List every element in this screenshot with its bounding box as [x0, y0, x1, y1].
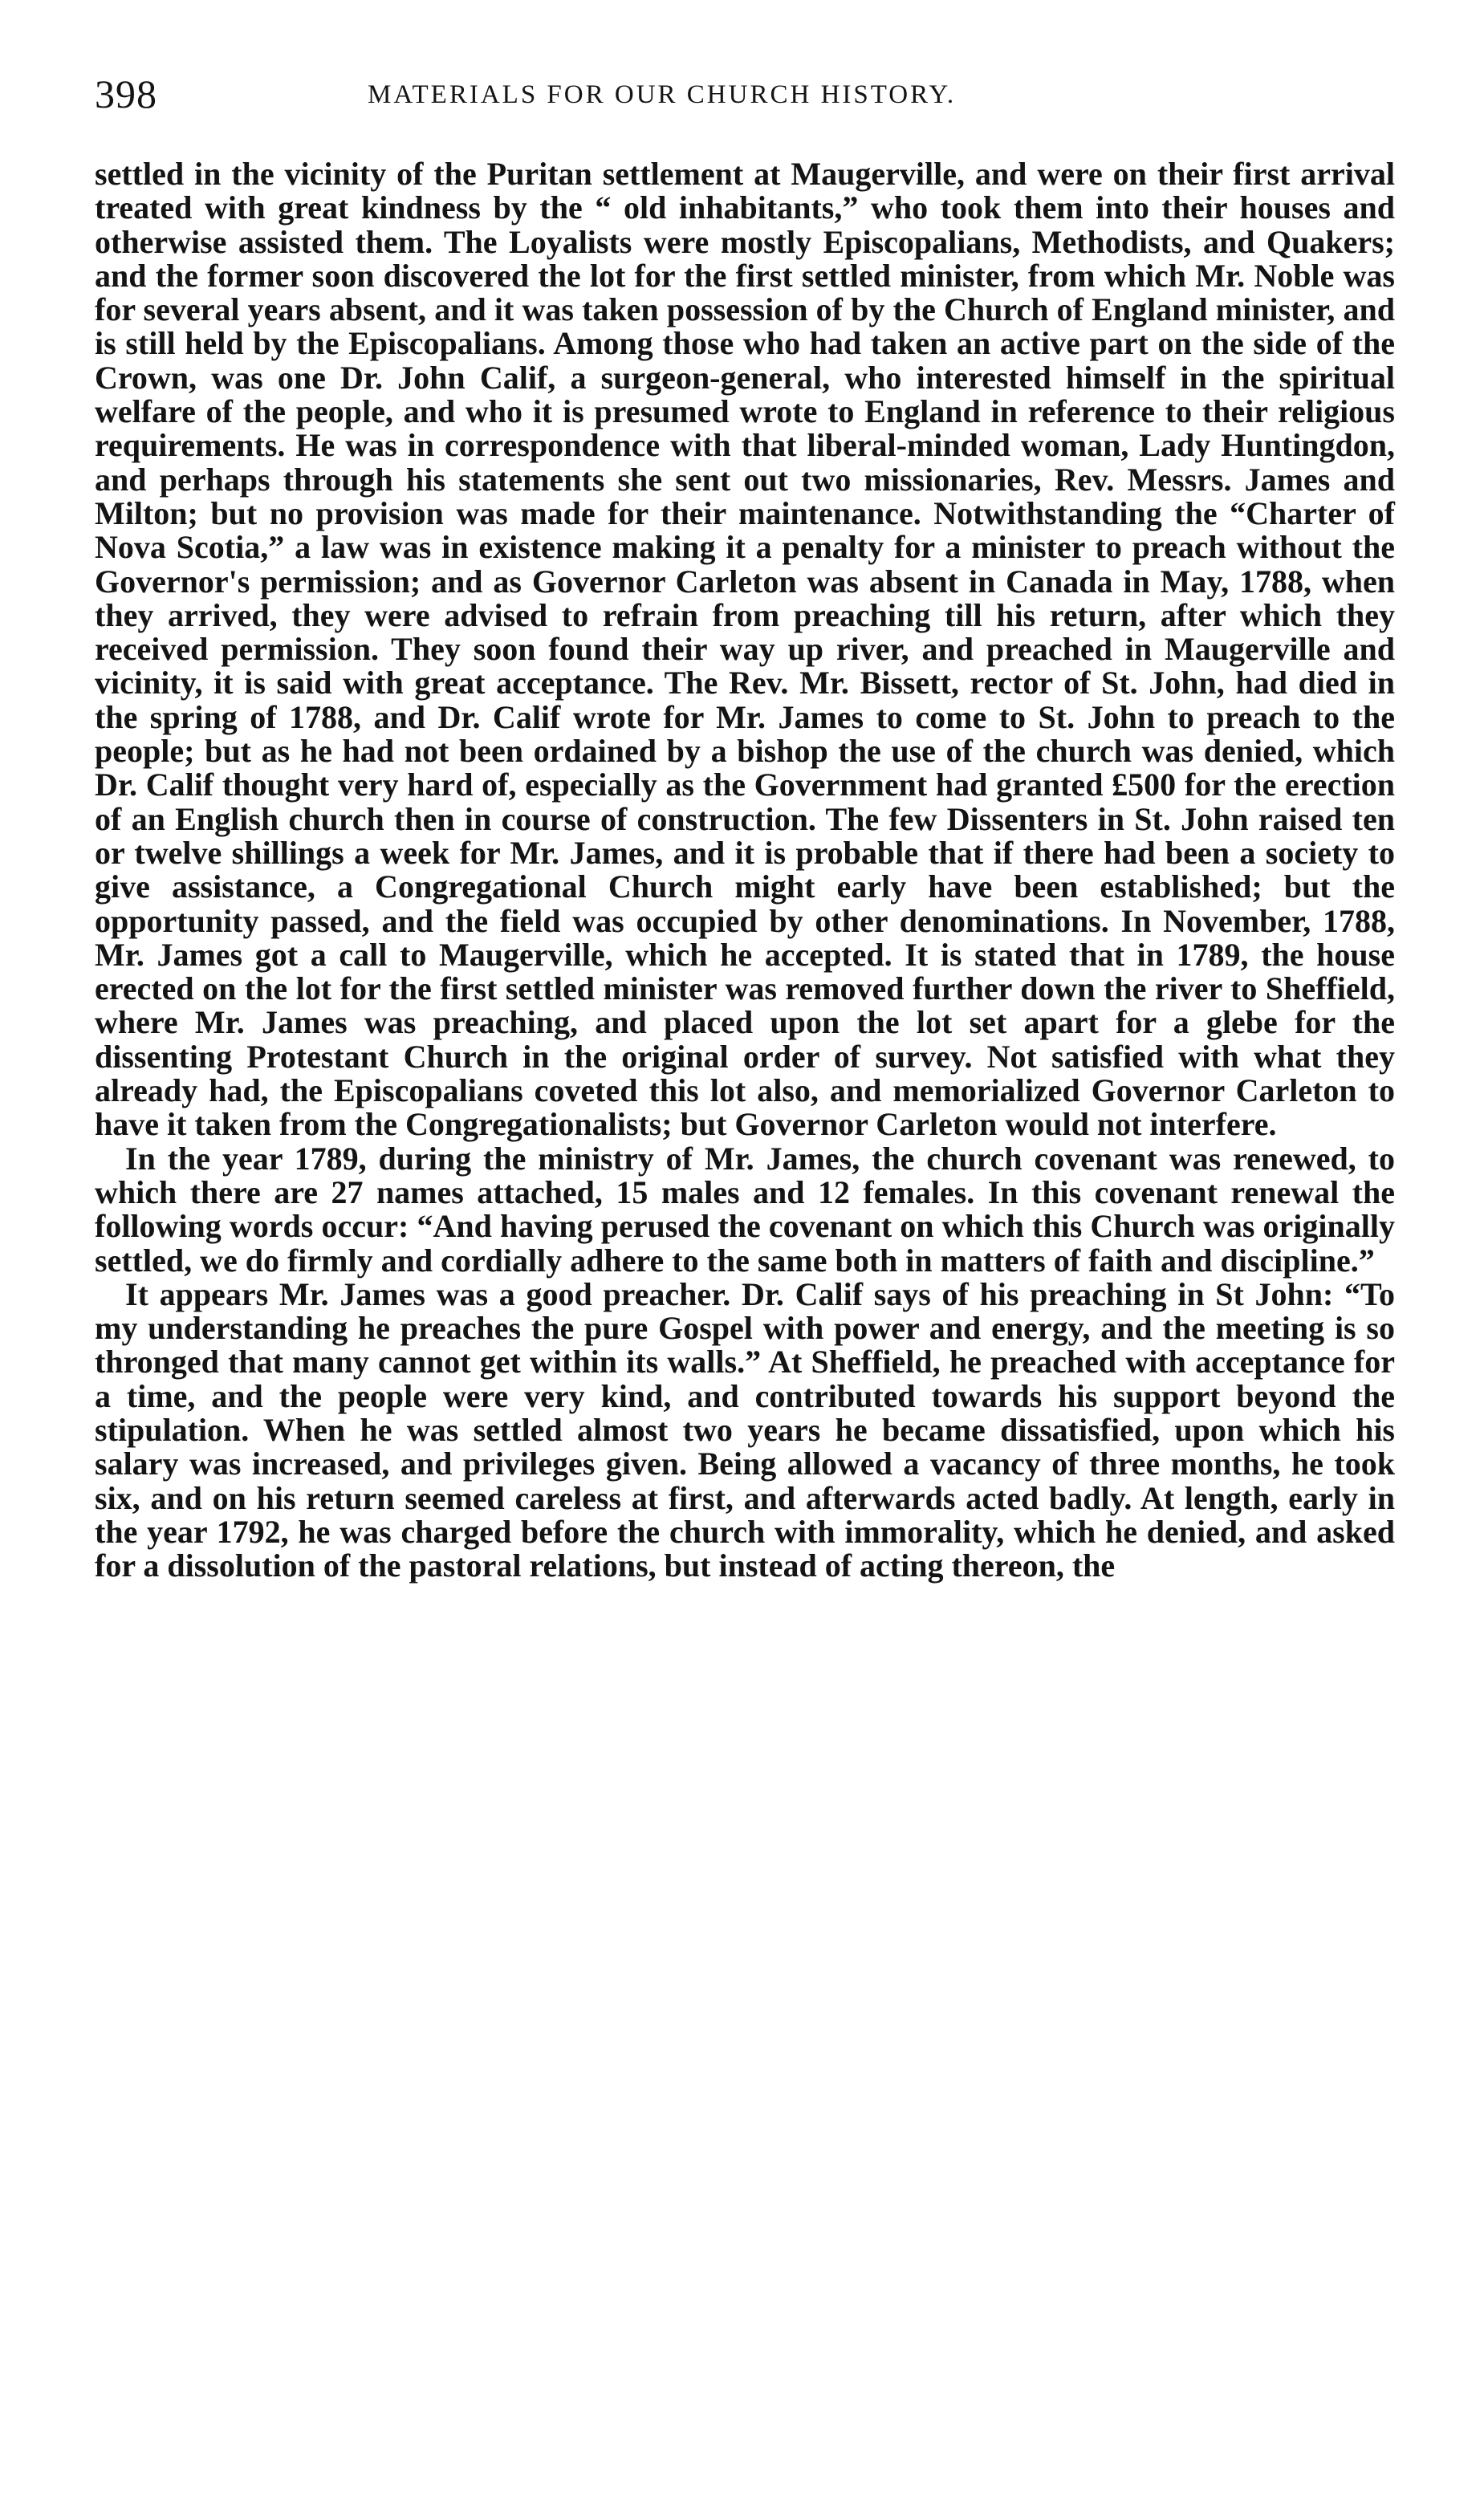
page-number: 398: [95, 71, 157, 116]
paragraph: In the year 1789, during the ministry of Mr. James, the church covenant was renewed, to which there are 27 names attached, 15 males and 12 females. In this covenant renewal the following words occur: “And having perused the covenant on which this Church was originally settled, we do firmly and cordially adhere to the same both in matters of faith and discipline.”: [95, 1140, 1395, 1279]
page-header: [95, 71, 1395, 127]
paragraph: settled in the vicinity of the Puritan settlement at Maugerville, and were on their first arrival treated with great kindness by the “ old inhabitants,” who took them into their houses and otherwise assisted them. The Loyalists were mostly Episcopalians, Methodists, and Quakers; and the former soon discovered the lot for the first settled minister, from which Mr. Noble was for several years absent, and it was taken possession of by the Church of England minister, and is still held by the Episcopalians. Among those who had taken an active part on the side of the Crown, was one Dr. John Calif, a surgeon-general, who interested himself in the spiritual welfare of the people, and who it is presumed wrote to England in reference to their religious requirements. He was in correspondence with that liberal-minded woman, Lady Huntingdon, and perhaps through his statements she sent out two missionaries, Rev. Messrs. James and Milton; but no provision was made for their maintenance. Notwithstanding the “Charter of Nova Scotia,” a law was in existence making it a penalty for a minister to preach without the Governor's permission; and as Governor Carleton was absent in Canada in May, 1788, when they arrived, they were advised to refrain from preaching till his return, after which they received permission. They soon found their way up river, and preached in Maugerville and vicinity, it is said with great acceptance. The Rev. Mr. Bissett, rector of St. John, had died in the spring of 1788, and Dr. Calif wrote for Mr. James to come to St. John to preach to the people; but as he had not been ordained by a bishop the use of the church was denied, which Dr. Calif thought very hard of, especially as the Government had granted £500 for the erection of an English church then in course of construction. The few Dissenters in St. John raised ten or twelve shillings a week for Mr. James, and it is probable that if there had been a society to give assistance, a Congregational Church might early have been established; but the opportunity passed, and the field was occupied by other denominations. In November, 1788, Mr. James got a call to Maugerville, which he accepted. It is stated that in 1789, the house erected on the lot for the first settled minister was removed further down the river to Sheffield, where Mr. James was preaching, and placed upon the lot set apart for a glebe for the dissenting Protestant Church in the original order of survey. Not satisfied with what they already had, the Episcopalians coveted this lot also, and memorialized Governor Carleton to have it taken from the Congregationalists; but Governor Carleton would not interfere.: [95, 156, 1395, 1143]
running-head: MATERIALS FOR OUR CHURCH HISTORY.: [368, 80, 957, 109]
paragraph: It appears Mr. James was a good preacher. Dr. Calif says of his preaching in St John: “To my understanding he preaches the pure Gospel with power and energy, and the meeting is so thronged that many cannot get within its walls.” At Sheffield, he preached with acceptance for a time, and the people were very kind, and contributed towards his support beyond the stipulation. When he was settled almost two years he became dissatisfied, upon which his salary was increased, and privileges given. Being allowed a vacancy of three months, he took six, and on his return seemed careless at first, and afterwards acted badly. At length, early in the year 1792, he was charged before the church with immorality, which he denied, and asked for a dissolution of the pastoral relations, but instead of acting thereon, the: [95, 1275, 1395, 1584]
body-text: [95, 157, 1395, 1583]
